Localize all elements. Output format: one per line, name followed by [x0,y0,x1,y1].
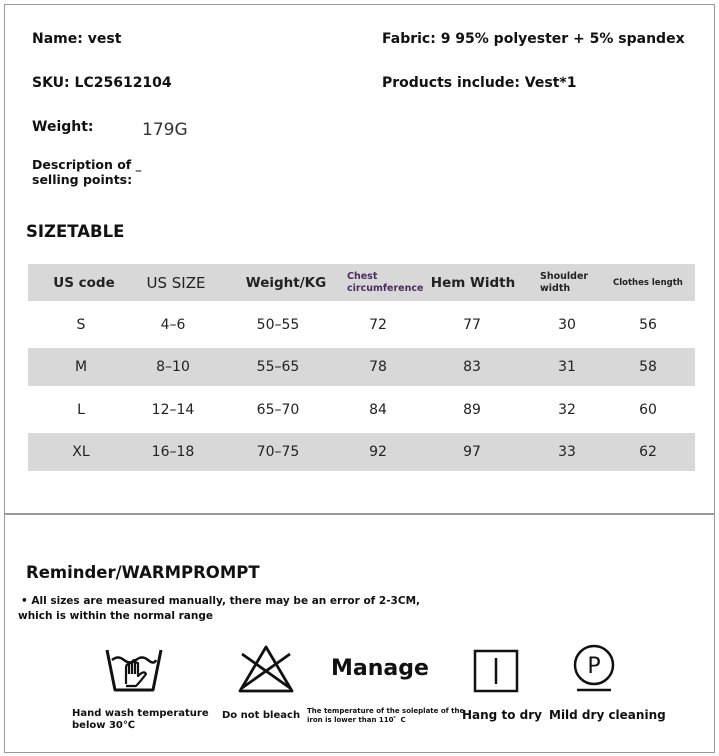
hand-wash-label-line1: Hand wash temperature [72,708,209,719]
table-row [28,391,695,429]
cell-length: 58 [639,359,657,375]
description-label-line2: selling points: [32,172,133,187]
includes-label: Products include: [382,75,520,91]
cell-us-code: L [77,402,85,418]
sku-info [32,75,172,91]
sku-label: SKU: [32,75,70,91]
cell-length: 62 [639,444,657,460]
includes-value: Vest*1 [524,75,577,91]
dry-clean-symbol: P [587,654,601,679]
description-value: – [135,163,142,179]
cell-weight: 70–75 [256,444,300,460]
manage-label: Manage [331,656,429,681]
dry-clean-label: Mild dry cleaning [549,708,666,722]
header-shoulder [540,264,610,301]
hand-wash-label [72,708,209,732]
table-row [28,348,695,386]
header-clothes-length: Clothes length [613,277,683,288]
description-label-line1: Description of [32,157,132,172]
cell-chest: 78 [369,359,387,375]
cell-weight: 55–65 [256,359,300,375]
cell-us-size: 12–14 [151,402,195,418]
weight-value: 179G [142,120,188,140]
reminder-title: Reminder/WARMPROMPT [26,563,260,582]
no-bleach-icon [237,644,295,694]
header-us-code: US code [53,274,115,291]
description-label [32,157,132,187]
cell-hem: 83 [463,359,481,375]
header-chest [347,264,437,301]
sku-value: LC25612104 [74,75,172,91]
measurement-note-line1: • All sizes are measured manually, there may be an error of 2-3CM, [21,595,421,607]
cell-weight: 65–70 [256,402,300,418]
weight-label: Weight: [32,119,94,135]
size-table [28,264,695,471]
header-chest-line1: Chest [347,270,378,282]
iron-label-line2: iron is lower than 110゜C [307,716,406,724]
cell-us-code: S [76,317,86,333]
product-name [32,31,121,47]
table-row [28,305,695,345]
includes-info [382,75,576,91]
fabric-info [382,31,685,47]
measurement-note-line2: which is within the normal range [18,610,213,622]
fabric-value: 9 95% polyester + 5% spandex [440,31,685,47]
hang-dry-icon [473,649,519,693]
cell-length: 60 [639,402,657,418]
cell-shoulder: 31 [558,359,576,375]
cell-us-size: 8–10 [156,359,190,375]
iron-label-line1: The temperature of the soleplate of the [307,707,465,715]
header-weight: Weight/KG [245,274,327,291]
fabric-label: Fabric: [382,31,436,47]
cell-shoulder: 30 [558,317,576,333]
header-hem-width: Hem Width [430,274,516,291]
cell-chest: 92 [369,444,387,460]
cell-us-code: M [74,359,88,375]
product-name-value: vest [87,31,122,47]
cell-chest: 84 [369,402,387,418]
header-us-size: US SIZE [146,273,206,292]
header-chest-line2: circumference [347,282,424,294]
size-table-title: SIZETABLE [26,222,125,241]
cell-hem: 89 [463,402,481,418]
hand-wash-label-line2: below 30℃ [72,720,135,731]
dry-clean-icon [571,644,617,692]
cell-length: 56 [639,317,657,333]
cell-us-code: XL [72,444,90,460]
hang-dry-label: Hang to dry [462,708,542,722]
cell-weight: 50–55 [256,317,300,333]
no-bleach-label: Do not bleach [222,710,301,721]
cell-hem: 97 [463,444,481,460]
header-shoulder-line1: Shoulder [540,270,589,282]
cell-chest: 72 [369,317,387,333]
size-table-header [28,264,695,301]
product-name-label: Name: [32,31,83,47]
cell-us-size: 16–18 [151,444,195,460]
measurement-note [18,594,420,624]
header-shoulder-line2: width [540,282,571,294]
cell-hem: 77 [463,317,481,333]
cell-shoulder: 32 [558,402,576,418]
hand-wash-icon [104,644,164,694]
cell-us-size: 4–6 [160,317,186,333]
cell-shoulder: 33 [558,444,576,460]
iron-temperature-label [307,707,464,725]
table-row [28,433,695,471]
